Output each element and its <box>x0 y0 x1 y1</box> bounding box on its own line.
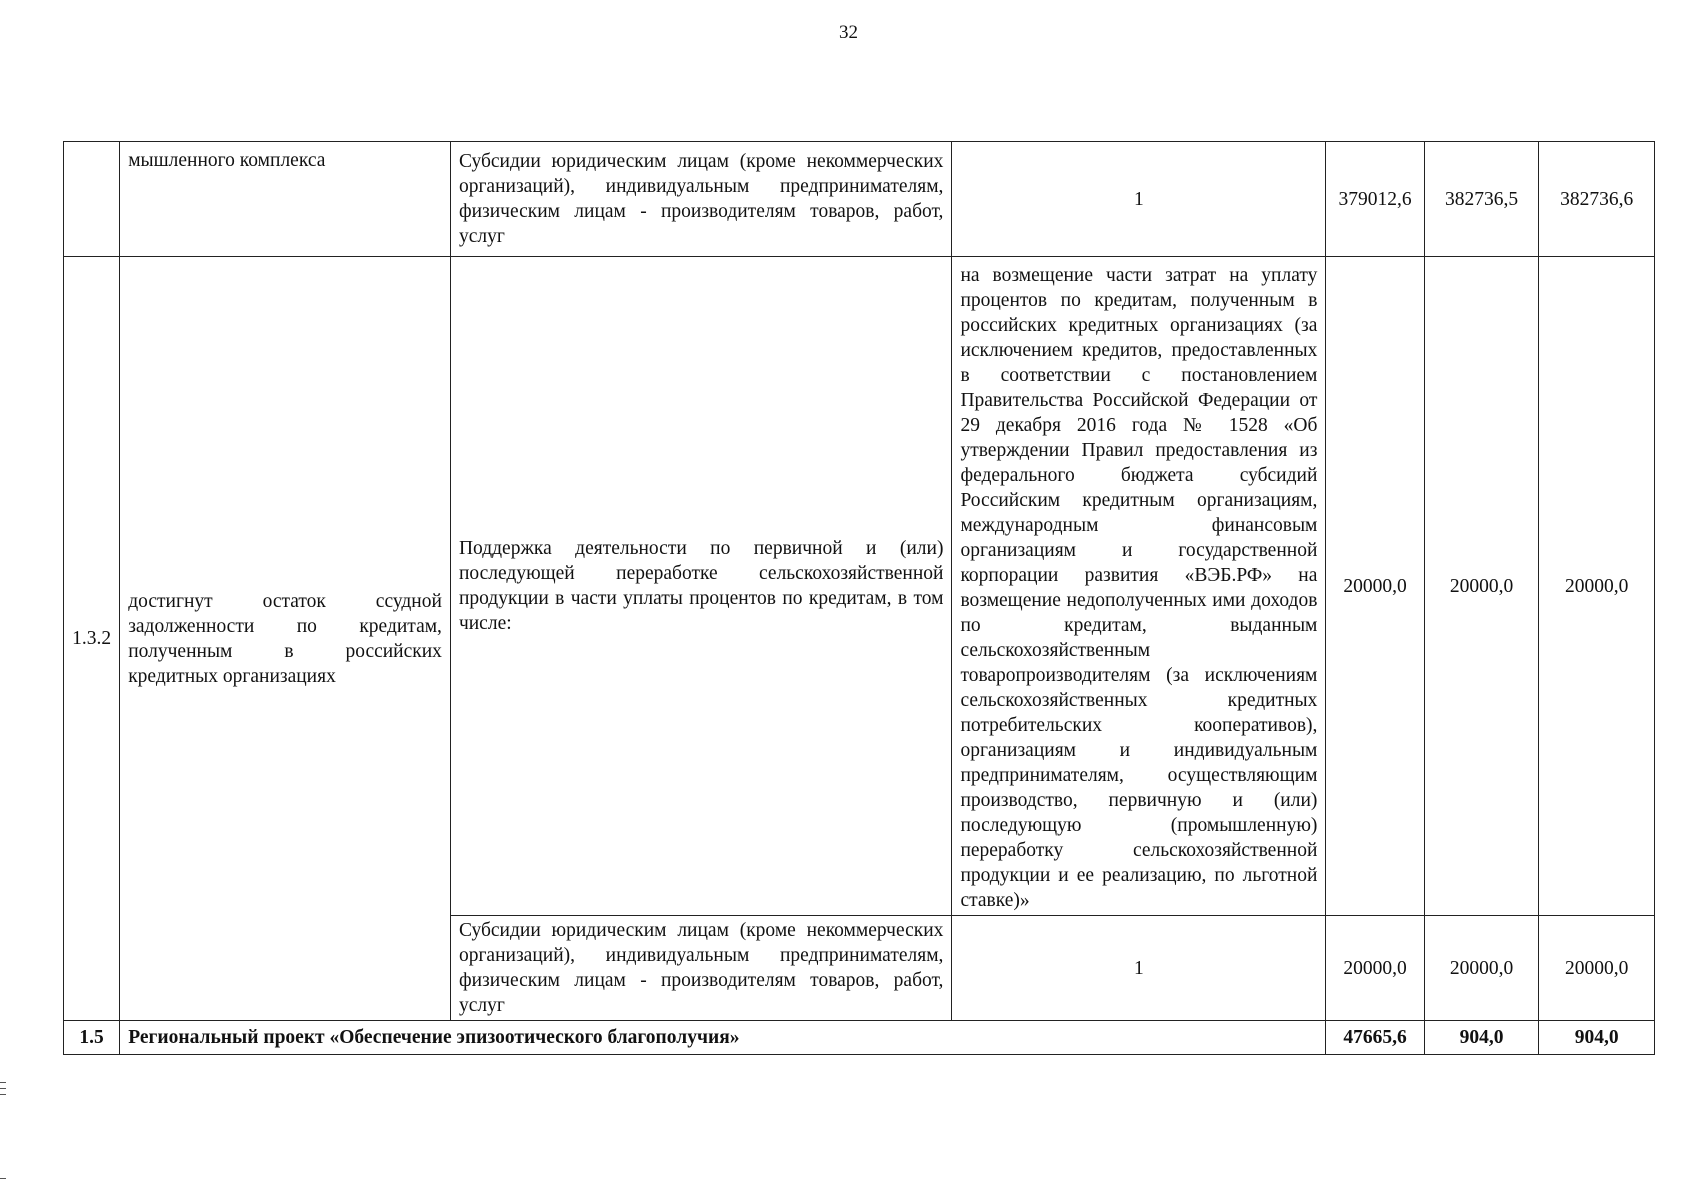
value-cell: 47665,6 <box>1326 1021 1424 1055</box>
value-cell: 382736,6 <box>1539 142 1655 257</box>
expense-type-cell: Субсидии юридическим лицам (кроме некоммерческих организаций), индивидуальным предпринимателям, физическим лицам - производителям товаров, работ, услуг <box>450 142 952 257</box>
budget-table <box>63 141 1655 1055</box>
table-row <box>64 142 1655 257</box>
code-cell: 1 <box>952 142 1326 257</box>
value-cell: 20000,0 <box>1424 257 1539 916</box>
value-cell: 20000,0 <box>1424 916 1539 1021</box>
margin-mark <box>0 1088 6 1089</box>
support-description-cell: Поддержка деятельности по первичной и (или) последующей переработке сельскохозяйственной продукции в части уплаты процентов по кредитам, в том числе: <box>450 257 952 916</box>
project-title-cell: Региональный проект «Обеспечение эпизоотического благополучия» <box>120 1021 1326 1055</box>
value-cell: 382736,5 <box>1424 142 1539 257</box>
row-number-cell: 1.5 <box>64 1021 120 1055</box>
table-row <box>64 1021 1655 1055</box>
row-number-cell: 1.3.2 <box>64 257 120 1021</box>
value-cell: 20000,0 <box>1326 916 1424 1021</box>
expense-type-cell: Субсидии юридическим лицам (кроме некоммерческих организаций), индивидуальным предпринимателям, физическим лицам - производителям товаров, работ, услуг <box>450 916 952 1021</box>
code-cell: 1 <box>952 916 1326 1021</box>
purpose-description-cell: на возмещение части затрат на уплату процентов по кредитам, полученным в российских кредитных организациях (за исключением кредитов, предоставленных в соответствии с постановлением Правительства Российской Федерации от 29 декабря 2016 года № 1528 «Об утверждении Правил предоставления из федерального бюджета субсидий Российским кредитным организациям, международным финансовым организациям и государственной корпорации развития «ВЭБ.РФ» на возмещение недополученных ими доходов по кредитам, выданным сельскохозяйственным товаропроизводителям (за исключениям сельскохозяйственных кредитных потребительских кооперативов), организациям и индивидуальным предпринимателям, осуществляющим производство, первичную и (или) последующую (промышленную) переработку сельскохозяйственной продукции и ее реализацию, по льготной ставке)» <box>952 257 1326 916</box>
margin-mark <box>0 1082 6 1083</box>
margin-mark <box>0 1178 6 1179</box>
value-cell: 904,0 <box>1539 1021 1655 1055</box>
value-cell: 379012,6 <box>1326 142 1424 257</box>
row-name-cell: мышленного комплекса <box>120 142 451 257</box>
value-cell: 904,0 <box>1424 1021 1539 1055</box>
table-row <box>64 257 1655 916</box>
value-cell: 20000,0 <box>1539 257 1655 916</box>
value-cell: 20000,0 <box>1326 257 1424 916</box>
margin-mark <box>0 1094 6 1095</box>
row-number-cell <box>64 142 120 257</box>
page-number: 32 <box>839 22 858 43</box>
value-cell: 20000,0 <box>1539 916 1655 1021</box>
row-name-cell: достигнут остаток ссудной задолженности по кредитам, полученным в российских кредитных организациях <box>120 257 451 1021</box>
